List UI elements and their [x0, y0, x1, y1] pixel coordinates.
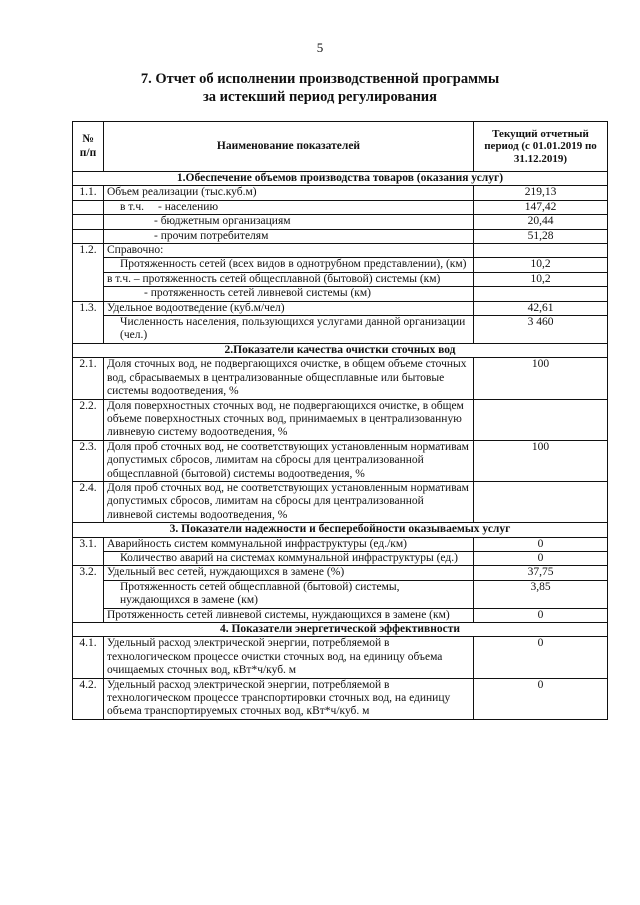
- row-num: 2.2.: [73, 399, 104, 440]
- row-num: 2.1.: [73, 358, 104, 399]
- table-row: [73, 608, 608, 622]
- table-row: [73, 272, 608, 286]
- section-2-title: 2.Показатели качества очистки сточных вод: [73, 343, 608, 357]
- row-num: 2.4.: [73, 481, 104, 522]
- table-row: [73, 287, 608, 301]
- section-row: [73, 623, 608, 637]
- header-name: Наименование показателей: [104, 122, 474, 172]
- table-row: [73, 358, 608, 399]
- table-row: [73, 678, 608, 719]
- table-header: [73, 122, 608, 172]
- row-num: 1.3.: [73, 301, 104, 343]
- row-value: 3 460: [474, 316, 608, 344]
- row-name: - протяженность сетей ливневой системы (км): [104, 287, 474, 301]
- section-row: [73, 172, 608, 186]
- table-row: [73, 229, 608, 243]
- table-row: [73, 537, 608, 551]
- row-value: 0: [474, 608, 608, 622]
- row-name: Доля поверхностных сточных вод, не подвергающихся очистке, в общем объеме поверхностных сточных вод, принимаемых в централизованную ливневую систему водоотведения, %: [104, 399, 474, 440]
- row-value: 37,75: [474, 566, 608, 580]
- title-line-2: за истекший период регулирования: [202, 89, 438, 105]
- table-row: [73, 481, 608, 522]
- header-num: № п/п: [73, 122, 104, 172]
- table-row: [73, 580, 608, 608]
- row-name: Аварийность систем коммунальной инфраструктуры (ед./км): [104, 537, 474, 551]
- row-name: - прочим потребителям: [104, 229, 474, 243]
- row-value: 3,85: [474, 580, 608, 608]
- section-4-title: 4. Показатели энергетической эффективности: [73, 623, 608, 637]
- row-value: [474, 399, 608, 440]
- row-value: 42,61: [474, 301, 608, 315]
- row-name: Объем реализации (тыс.куб.м): [104, 186, 474, 200]
- row-name: Доля проб сточных вод, не соответствующих установленным нормативам допустимых сбросов, лимитам на сбросы для централизованной общесплавной (бытовой) системы водоотведения, %: [104, 440, 474, 481]
- row-value: [474, 481, 608, 522]
- row-name: Справочно:: [104, 244, 474, 258]
- title-line-1: 7. Отчет об исполнении производственной программы: [140, 71, 500, 87]
- page-number: 5: [316, 40, 324, 55]
- row-value: 147,42: [474, 200, 608, 214]
- row-value: 10,2: [474, 272, 608, 286]
- header-value: Текущий отчетный период (с 01.01.2019 по 31.12.2019): [474, 122, 608, 172]
- table-row: [73, 301, 608, 315]
- table-row: [73, 258, 608, 272]
- table-row: [73, 215, 608, 229]
- row-num: 1.2.: [73, 244, 104, 302]
- row-name: Доля сточных вод, не подвергающихся очистке, в общем объеме сточных вод, сбрасываемых в централизованные общесплавные или бытовые системы водоотведения, %: [104, 358, 474, 399]
- row-name: Протяженность сетей общесплавной (бытовой) системы, нуждающихся в замене (км): [104, 580, 474, 608]
- row-num: 3.1.: [73, 537, 104, 566]
- table-row: [73, 316, 608, 344]
- row-value: 0: [474, 551, 608, 565]
- table-row: [73, 551, 608, 565]
- row-value: 20,44: [474, 215, 608, 229]
- row-name: [104, 200, 474, 214]
- row-name-text: - населению: [158, 200, 219, 213]
- section-3-title: 3. Показатели надежности и бесперебойности оказываемых услуг: [73, 523, 608, 537]
- row-num: 1.1.: [73, 186, 104, 200]
- section-row: [73, 523, 608, 537]
- row-name: Протяженность сетей ливневой системы, нуждающихся в замене (км): [104, 608, 474, 622]
- table-row: [73, 440, 608, 481]
- row-num: 3.2.: [73, 566, 104, 623]
- row-prefix: в т.ч.: [120, 200, 144, 213]
- table-row: [73, 637, 608, 678]
- row-name: Доля проб сточных вод, не соответствующих установленным нормативам допустимых сбросов, лимитам на сбросы для централизованной ливневой системы водоотведения, %: [104, 481, 474, 522]
- table-row: [73, 566, 608, 580]
- table-row: [73, 399, 608, 440]
- row-value: 0: [474, 537, 608, 551]
- row-value: 100: [474, 440, 608, 481]
- row-name: Удельный расход электрической энергии, потребляемой в технологическом процессе транспортировки сточных вод, на единицу объема транспортируемых сточных вод, кВт*ч/куб. м: [104, 678, 474, 719]
- row-name: Удельный расход электрической энергии, потребляемой в технологическом процессе очистки сточных вод, на единицу объема очищаемых сточных вод, кВт*ч/куб. м: [104, 637, 474, 678]
- row-value: 0: [474, 678, 608, 719]
- row-value: 51,28: [474, 229, 608, 243]
- table-row: [73, 244, 608, 258]
- row-name: Количество аварий на системах коммунальной инфраструктуры (ед.): [104, 551, 474, 565]
- row-num: 4.1.: [73, 637, 104, 678]
- row-value: 100: [474, 358, 608, 399]
- row-value: 219,13: [474, 186, 608, 200]
- section-row: [73, 343, 608, 357]
- row-value: 10,2: [474, 258, 608, 272]
- row-num: 4.2.: [73, 678, 104, 719]
- row-name: - бюджетным организациям: [104, 215, 474, 229]
- row-name: Протяженность сетей (всех видов в однотрубном представлении), (км): [104, 258, 474, 272]
- row-name: Удельный вес сетей, нуждающихся в замене (%): [104, 566, 474, 580]
- row-value: 0: [474, 637, 608, 678]
- row-name: Удельное водоотведение (куб.м/чел): [104, 301, 474, 315]
- report-table: [72, 121, 608, 720]
- document-title: [0, 70, 640, 106]
- row-value: [474, 287, 608, 301]
- table-row: [73, 186, 608, 200]
- row-num: 2.3.: [73, 440, 104, 481]
- row-name: Численность населения, пользующихся услугами данной организации (чел.): [104, 316, 474, 344]
- table-row: [73, 200, 608, 214]
- section-1-title: 1.Обеспечение объемов производства товаров (оказания услуг): [73, 172, 608, 186]
- row-name: в т.ч. – протяженность сетей общесплавной (бытовой) системы (км): [104, 272, 474, 286]
